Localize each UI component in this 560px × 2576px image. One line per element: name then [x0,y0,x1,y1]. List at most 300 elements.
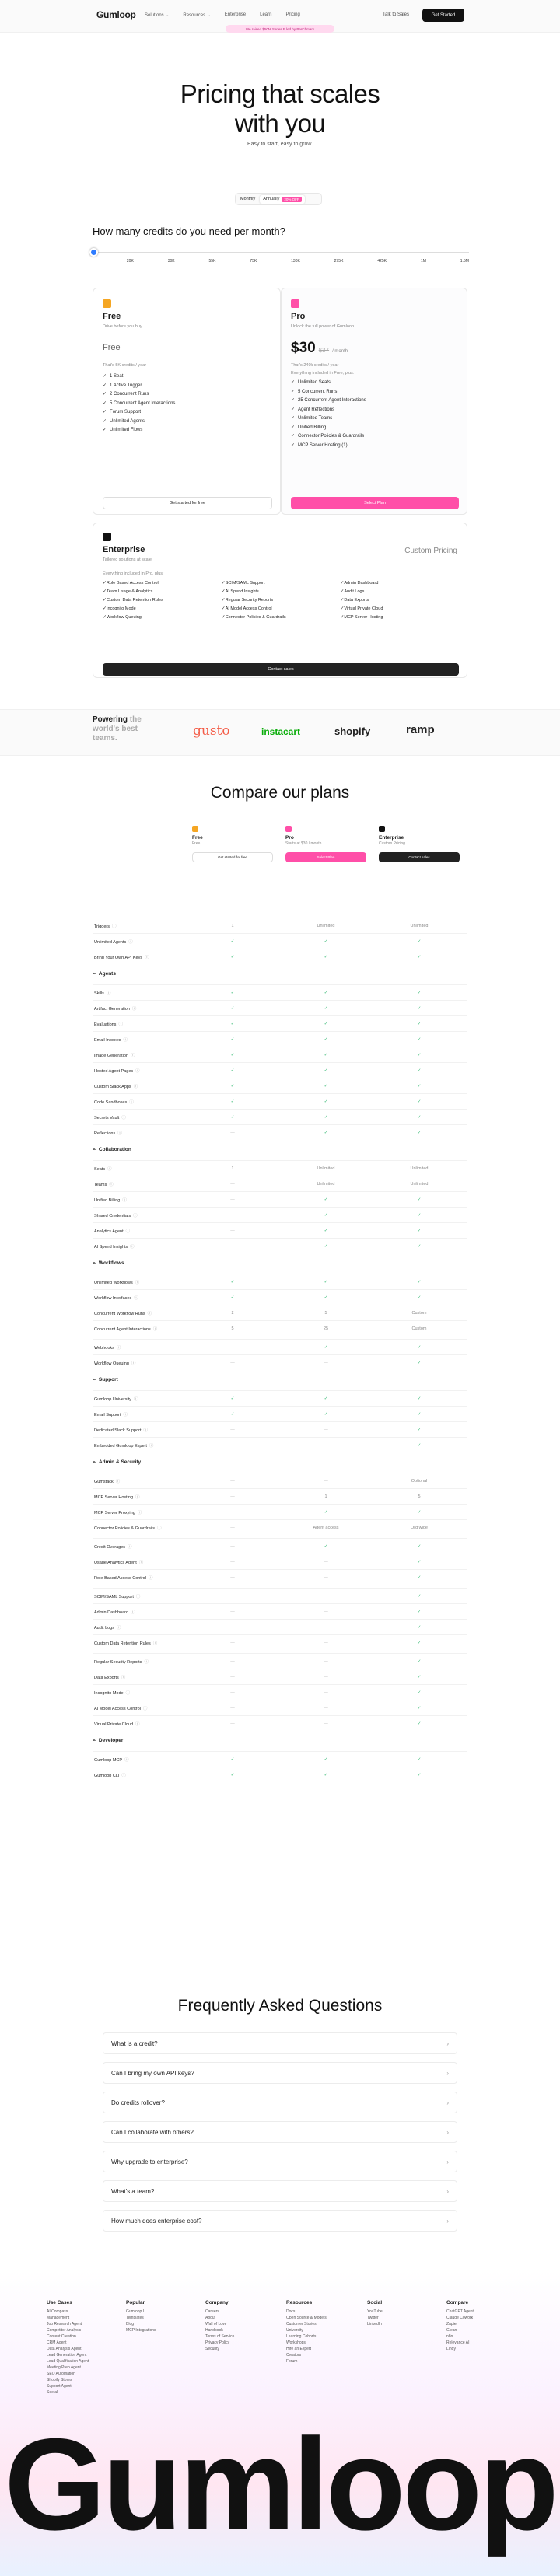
compare-row [93,1238,467,1253]
footer-link[interactable]: YouTube [367,2309,383,2314]
footer-link[interactable]: Gumloop U [126,2309,146,2314]
footer-link[interactable]: Glean [446,2328,457,2333]
compare-section-header [93,1376,467,1382]
faq-item[interactable] [103,2032,457,2054]
check-icon: ✓ [417,1427,422,1432]
compare-enterprise-price: Custom Pricing [379,841,405,846]
check-icon: ✓ [221,598,226,603]
footer-link[interactable]: Management [47,2316,70,2320]
powering-word: Powering [93,715,128,724]
info-icon[interactable]: ⓘ [123,1412,128,1417]
section-title: Agents [98,970,116,977]
compare-row-label [93,1360,186,1366]
compare-row-label [93,1609,186,1615]
pro-plan-old-price: $37 [318,347,330,354]
gumloop-logo[interactable]: Gumloop [96,9,136,20]
info-icon[interactable]: ⓘ [135,1721,140,1727]
feature-label: Forum Support [110,410,142,414]
compare-row [93,1588,467,1603]
info-icon[interactable]: ⓘ [134,1295,138,1301]
info-icon[interactable]: ⓘ [118,1022,123,1027]
check-icon: ✓ [417,1212,422,1218]
info-icon[interactable]: ⓘ [131,1361,136,1366]
check-icon: ✓ [324,1509,328,1515]
compare-pro-button[interactable]: Select Plan [285,852,366,862]
compare-cell: 5 [231,1326,234,1331]
footer-link[interactable]: ChatGPT Agent [446,2309,474,2314]
compare-row-label [93,1130,186,1136]
info-icon[interactable]: ⓘ [115,1479,121,1484]
row-label-text: Gumloop University [94,1396,131,1402]
check-icon: ✓ [103,598,107,603]
feature-item [103,418,175,427]
compare-section-header [93,1146,467,1152]
faq-item[interactable] [103,2180,457,2202]
compare-row-label [93,1721,186,1727]
feature-item [103,408,175,418]
check-icon: ✓ [103,581,107,585]
check-icon: ✓ [230,1052,235,1057]
footer-link[interactable]: Lead Qualification Agent [47,2359,89,2364]
compare-cell: Unlimited [410,923,429,928]
footer-link[interactable]: Careers [205,2309,219,2314]
check-icon: ✓ [417,1721,422,1726]
feature-item [340,588,459,596]
check-icon: ✓ [230,1772,235,1777]
info-icon[interactable]: ⓘ [122,1197,127,1203]
footer-link[interactable]: Support Agent [47,2384,72,2389]
check-icon: ✓ [340,615,345,620]
compare-cell: — [230,1640,235,1645]
info-icon[interactable]: ⓘ [137,1510,142,1515]
compare-cell: — [230,1609,235,1614]
check-icon: ✓ [340,606,345,611]
credits-slider-handle[interactable] [89,248,98,257]
footer-link[interactable]: Docs [286,2309,296,2314]
row-label-text: Seats [94,1166,106,1172]
compare-cell: — [324,1624,328,1630]
feature-item [222,605,341,613]
faq-item[interactable] [103,2121,457,2143]
section-title: Workflows [98,1260,124,1266]
row-label-text: Bring Your Own API Keys [94,955,143,960]
nav-link-enterprise[interactable]: Enterprise [224,12,247,17]
pro-plan-credits: That's 240k credits / year [291,363,339,368]
footer-link[interactable]: Templates [126,2316,144,2320]
footer-link[interactable]: Twitter [367,2316,379,2320]
info-icon[interactable]: ⓘ [147,1311,152,1316]
check-icon: ✓ [417,1036,422,1042]
enterprise-contact-sales-button[interactable]: Contact sales [103,663,459,676]
check-icon: ✓ [324,1114,328,1120]
feature-label: Connector Policies & Guardrails [298,434,365,439]
check-icon: ✓ [417,1624,422,1630]
feature-item [222,579,341,588]
feature-item [291,379,366,388]
compare-col-pro [279,826,373,862]
check-icon: ✓ [417,1099,422,1104]
monthly-option[interactable]: Monthly [240,197,256,201]
footer-link[interactable]: Hire an Expert [286,2347,311,2351]
info-icon[interactable]: ⓘ [142,1706,148,1711]
check-icon: ✓ [340,589,345,594]
row-label-text: Connector Policies & Guardrails [94,1526,155,1531]
section-icon: ⌁ [93,1260,96,1266]
credits-slider-ticks [93,259,469,264]
footer-column [205,2300,234,2352]
footer-link[interactable]: Forum [286,2359,298,2364]
footer-link[interactable]: Lead Generation Agent [47,2353,87,2358]
faq-item[interactable] [103,2151,457,2172]
info-icon[interactable]: ⓘ [107,1166,112,1172]
footer-link[interactable]: SEO Automation [47,2372,75,2376]
check-icon: ✓ [324,1197,328,1202]
footer-link[interactable]: Job Research Agent [47,2322,82,2326]
check-icon: ✓ [417,954,422,959]
footer-link[interactable]: Handbook [205,2328,223,2333]
pro-plan-icon [291,299,299,308]
annually-option[interactable] [260,195,304,204]
compare-row-label [93,1212,186,1218]
check-icon: ✓ [417,1021,422,1026]
info-icon[interactable]: ⓘ [116,1345,121,1351]
info-icon[interactable]: ⓘ [125,1229,131,1234]
faq-question: What is a credit? [111,2039,158,2047]
compare-row-label [93,1068,186,1074]
info-icon[interactable]: ⓘ [121,1773,126,1778]
info-icon[interactable]: ⓘ [131,1053,135,1058]
check-icon: ✓ [324,990,328,995]
chevron-right-icon: › [446,2039,449,2047]
info-icon[interactable]: ⓘ [121,1675,126,1680]
compare-cell: — [324,1478,328,1484]
info-icon[interactable]: ⓘ [152,1326,158,1332]
compare-row-label [93,1411,186,1417]
check-icon: ✓ [324,1099,328,1104]
compare-row-label [93,1442,186,1449]
compare-row-label [93,1624,186,1631]
footer-link[interactable]: Shopify Stores [47,2378,72,2382]
compare-cell: — [324,1575,328,1580]
feature-label: Data Exports [344,598,369,603]
free-plan-name: Free [103,312,121,321]
info-icon[interactable]: ⓘ [129,1099,134,1105]
footer-link[interactable]: Privacy Policy [205,2340,230,2345]
compare-row-label [93,1197,186,1203]
row-label-text: Webhooks [94,1345,114,1351]
check-icon: ✓ [103,374,107,379]
compare-cell: — [230,1181,235,1187]
feature-label: 5 Concurrent Runs [298,389,338,394]
info-icon[interactable]: ⓘ [117,1625,121,1631]
row-label-text: Triggers [94,924,110,929]
footer-link[interactable]: Competitor Analysis [47,2328,82,2333]
feature-label: AI Model Access Control [225,606,272,611]
compare-row-label [93,1310,186,1316]
row-label-text: Workflow Queuing [94,1361,129,1366]
talk-to-sales-link[interactable]: Talk to Sales [383,12,410,17]
footer-link[interactable]: n8n [446,2334,453,2339]
check-icon: ✓ [417,1640,422,1645]
nav-links [145,12,300,18]
info-icon[interactable]: ⓘ [133,1213,138,1218]
row-label-text: Reflections [94,1131,116,1136]
compare-cell: Unlimited [317,923,335,928]
check-icon: ✓ [103,589,107,594]
row-label-text: Usage Analytics Agent [94,1560,137,1565]
compare-row-label [93,1396,186,1402]
check-icon: ✓ [340,581,345,585]
compare-cell: — [230,1721,235,1726]
info-icon[interactable]: ⓘ [111,924,117,929]
feature-label: MCP Server Hosting (1) [298,442,348,448]
check-icon: ✓ [324,1052,328,1057]
info-icon[interactable]: ⓘ [125,1690,131,1696]
feature-item [103,605,222,613]
info-icon[interactable]: ⓘ [133,1084,138,1089]
row-label-text: Embedded Gumloop Expert [94,1443,147,1449]
footer-link[interactable]: Meeting Prep Agent [47,2365,81,2370]
compare-cell: — [324,1559,328,1564]
free-plan-desc: Drive before you buy [103,324,142,329]
compare-row-label [93,1295,186,1301]
info-icon[interactable]: ⓘ [134,1396,138,1402]
compare-row [93,1124,467,1140]
info-icon[interactable]: ⓘ [135,1280,140,1285]
compare-cell: — [230,1344,235,1350]
get-started-button[interactable]: Get Started [422,9,464,22]
info-icon[interactable]: ⓘ [143,1428,149,1433]
footer-link[interactable]: MCP Integrations [126,2328,156,2333]
faq-item[interactable] [103,2092,457,2113]
compare-row-label [93,1674,186,1680]
compare-section-header [93,1459,467,1465]
compare-enterprise-button[interactable]: Contact sales [379,852,460,862]
feature-item [103,390,175,400]
check-icon: ✓ [324,1243,328,1249]
compare-row-label [93,1036,186,1043]
credits-question: How many credits do you need per month? [93,225,285,237]
check-icon: ✓ [417,1295,422,1300]
compare-cell: 5 [324,1310,327,1316]
section-icon: ⌁ [93,1147,96,1152]
feature-item [103,426,175,435]
feature-item [340,596,459,605]
compare-cell: 25 [323,1326,329,1331]
nav-link-resources[interactable]: Resources ⌄ [183,13,211,18]
check-icon: ✓ [417,1243,422,1249]
footer-link[interactable]: Wall of Love [205,2322,227,2326]
footer-link[interactable]: Data Analysis Agent [47,2347,82,2351]
compare-cell: 1 [231,923,234,928]
feature-label: Custom Data Retention Rules [107,598,163,603]
info-icon[interactable]: ⓘ [149,1443,154,1449]
nav-link-learn[interactable]: Learn [260,12,272,17]
compare-row-label [93,1478,186,1484]
feature-label: 5 Concurrent Agent Interactions [110,400,176,406]
footer-link[interactable]: University [286,2328,303,2333]
feature-item [103,588,222,596]
row-label-text: Teams [94,1182,107,1187]
section-title: Admin & Security [98,1459,142,1465]
info-icon[interactable]: ⓘ [156,1526,162,1531]
compare-row [93,1504,467,1519]
info-icon[interactable]: ⓘ [109,1182,114,1187]
pro-plan-desc: Unlock the full power of Gumloop [291,324,355,329]
footer-link[interactable]: Zapier [446,2322,458,2326]
check-icon: ✓ [324,954,328,959]
check-icon: ✓ [230,954,235,959]
compare-row-label [93,990,186,996]
billing-toggle[interactable] [235,193,322,205]
info-icon[interactable]: ⓘ [145,955,149,960]
footer-link[interactable]: Customer Stories [286,2322,317,2326]
feature-label: Connector Policies & Guardrails [225,615,286,620]
footer-link[interactable]: Open Source & Models [286,2316,327,2320]
section-icon: ⌁ [93,971,96,977]
compare-row-label [93,1243,186,1250]
check-icon: ✓ [417,1559,422,1564]
info-icon[interactable]: ⓘ [131,1006,137,1012]
credits-slider-track[interactable] [93,252,469,253]
compare-row-label [93,1099,186,1105]
check-icon: ✓ [417,1609,422,1614]
compare-row [93,1289,467,1305]
info-icon[interactable]: ⓘ [144,1659,149,1665]
info-icon[interactable]: ⓘ [123,1037,128,1043]
slider-tick-label: 275K [334,259,344,264]
compare-row [93,1751,467,1767]
footer-link[interactable]: Terms of Service [205,2334,235,2339]
check-icon: ✓ [417,1543,422,1549]
enterprise-custom-pricing: Custom Pricing [404,547,457,555]
check-icon: ✓ [103,428,107,432]
free-get-started-button[interactable]: Get started for free [103,497,272,509]
compare-title: Compare our plans [210,784,350,802]
pro-feature-list [291,379,366,450]
faq-question: Why upgrade to enterprise? [111,2158,188,2165]
compare-row-label [93,1756,186,1763]
compare-cell: Custom [411,1326,427,1331]
feature-item [291,406,366,415]
compare-section-header [93,1737,467,1743]
nav-link-pricing[interactable]: Pricing [285,12,300,17]
faq-title: Frequently Asked Questions [177,1997,383,2015]
feature-label: Agent Reflections [298,407,335,412]
footer-link[interactable]: AI Compass [47,2309,68,2314]
info-icon[interactable]: ⓘ [135,1494,140,1500]
slider-tick-label: 130K [291,259,300,264]
check-icon: ✓ [417,1114,422,1120]
compare-row-label [93,1052,186,1058]
row-label-text: Code Sandboxes [94,1099,128,1105]
info-icon[interactable]: ⓘ [130,1244,135,1250]
info-icon[interactable]: ⓘ [135,1594,141,1599]
row-label-text: Image Generation [94,1053,129,1058]
footer-link[interactable]: Workshops [286,2340,306,2345]
footer-column [126,2300,156,2333]
section-title: Support [98,1376,118,1382]
compare-row-label [93,1593,186,1599]
nav-link-solutions[interactable]: Solutions ⌄ [145,13,170,18]
discount-badge: 20% OFF [282,197,301,202]
footer-link[interactable]: Security [205,2347,220,2351]
info-icon[interactable]: ⓘ [117,1131,122,1136]
footer-link[interactable]: See all [47,2390,59,2395]
footer-link[interactable]: Learning Cohorts [286,2334,317,2339]
faq-item[interactable] [103,2062,457,2084]
footer-link[interactable]: Lindy [446,2347,456,2351]
check-icon: ✓ [417,990,422,995]
footer-link[interactable]: Creators [286,2353,302,2358]
row-label-text: Data Exports [94,1675,119,1680]
info-icon[interactable]: ⓘ [138,1560,144,1565]
row-label-text: Unified Billing [94,1197,121,1203]
info-icon[interactable]: ⓘ [121,1115,126,1120]
check-icon: ✓ [291,389,296,394]
compare-row-label [93,1494,186,1500]
enterprise-plan-desc: Tailored solutions at scale [103,557,152,562]
info-icon[interactable]: ⓘ [124,1757,129,1763]
check-icon: ✓ [417,1411,422,1417]
info-icon[interactable]: ⓘ [135,1068,140,1074]
chevron-right-icon: › [446,2217,449,2225]
info-icon[interactable]: ⓘ [131,1610,135,1615]
feature-label: Incognito Mode [107,606,136,611]
enterprise-feature-list [103,579,459,622]
info-icon[interactable]: ⓘ [128,939,133,945]
row-label-text: Incognito Mode [94,1690,124,1696]
footer-link[interactable]: Blog [126,2322,135,2326]
row-label-text: Workflow Interfaces [94,1295,132,1301]
check-icon: ✓ [417,1005,422,1011]
footer-link[interactable]: CRM Agent [47,2340,67,2345]
check-icon: ✓ [417,1690,422,1695]
footer-link[interactable]: Content Creation [47,2334,76,2339]
section-icon: ⌁ [93,1377,96,1382]
check-icon: ✓ [417,1674,422,1679]
check-icon: ✓ [324,1344,328,1350]
compare-row [93,1160,467,1176]
faq-question: Do credits rollover? [111,2099,165,2106]
pro-select-plan-button[interactable]: Select Plan [291,497,459,509]
compare-row-label [93,1083,186,1089]
announcement-banner[interactable]: We raised $50M Series B led by Benchmark [226,25,334,33]
check-icon: ✓ [324,1396,328,1401]
compare-cell: Agent access [313,1525,339,1530]
compare-row [93,1274,467,1289]
info-icon[interactable]: ⓘ [152,1641,158,1646]
footer-link[interactable]: LinkedIn [367,2322,382,2326]
info-icon[interactable]: ⓘ [106,991,111,996]
compare-cell: — [230,1525,235,1530]
footer-link[interactable]: Claude Cowork [446,2316,474,2320]
compare-row [93,1305,467,1320]
check-icon: ✓ [230,1295,235,1300]
info-icon[interactable]: ⓘ [148,1575,153,1581]
compare-free-button[interactable]: Get started for free [192,852,273,862]
check-icon: ✓ [324,1068,328,1073]
footer-link[interactable]: About [205,2316,216,2320]
check-icon: ✓ [291,425,296,430]
compare-row [93,1207,467,1222]
compare-row-label [93,1559,186,1565]
check-icon: ✓ [417,1509,422,1515]
faq-item[interactable] [103,2210,457,2232]
footer-link[interactable]: Relevance AI [446,2340,470,2345]
compare-cell: — [324,1593,328,1599]
info-icon[interactable]: ⓘ [128,1544,132,1550]
